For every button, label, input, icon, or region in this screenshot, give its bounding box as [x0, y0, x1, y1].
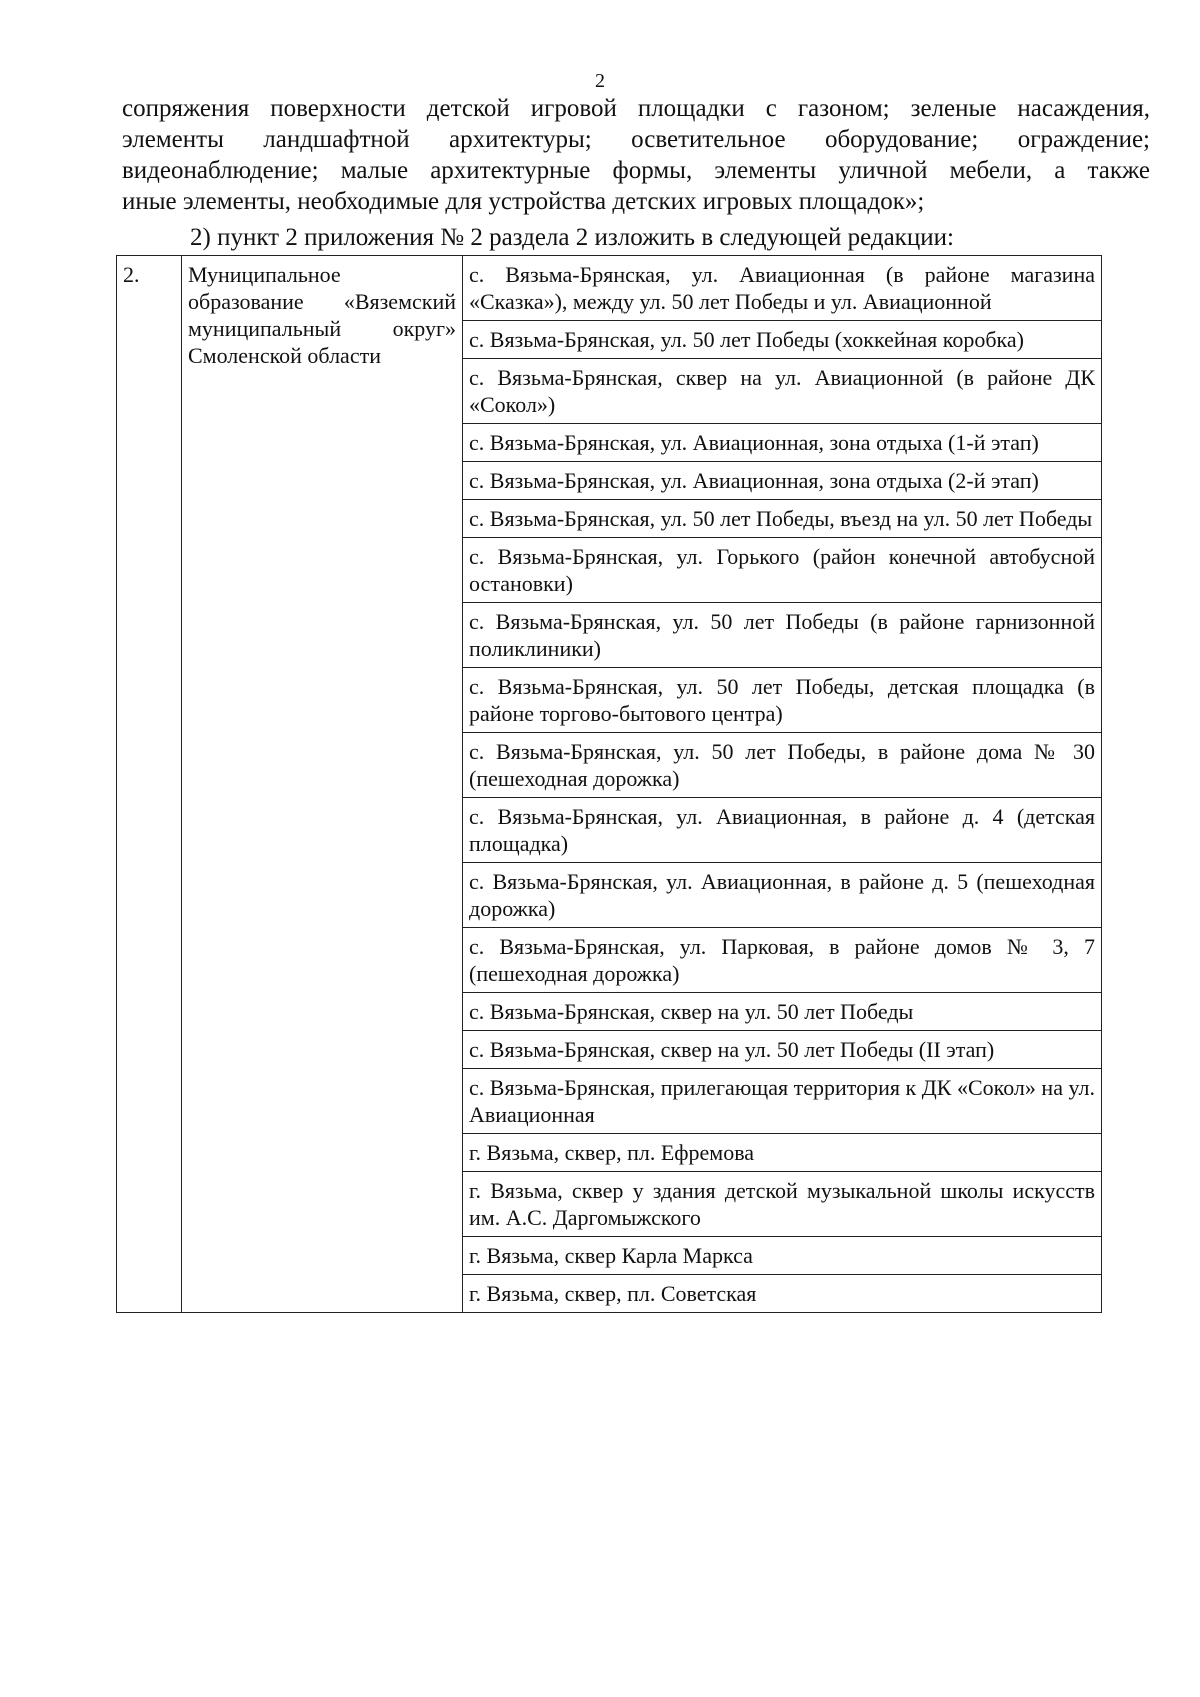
location-text: с. Вязьма-Брянская, сквер на ул. Авиационной (в районе ДК «Сокол») [469, 365, 1095, 417]
organization-cell [182, 256, 463, 1313]
location-text: с. Вязьма-Брянская, ул. 50 лет Победы, въезд на ул. 50 лет Победы [469, 506, 1093, 531]
location-text: г. Вязьма, сквер, пл. Ефремова [469, 1140, 755, 1165]
location-cell [463, 424, 1102, 462]
page-number: 2 [595, 70, 605, 92]
location-cell [463, 668, 1102, 733]
location-text: с. Вязьма-Брянская, ул. Парковая, в районе домов № 3, 7 (пешеходная дорожка) [469, 934, 1095, 986]
location-text: с. Вязьма-Брянская, ул. Авиационная, в районе д. 5 (пешеходная дорожка) [469, 869, 1095, 921]
item-number: 2. [117, 256, 182, 1313]
organization-line: Муниципальное [188, 262, 341, 287]
organization-line: образование «Вяземский [188, 289, 456, 314]
location-text: с. Вязьма-Брянская, ул. Авиационная, зона отдыха (1-й этап) [469, 430, 1039, 455]
location-cell [463, 863, 1102, 928]
location-cell [463, 1275, 1102, 1313]
table-row [117, 256, 1102, 321]
location-cell [463, 359, 1102, 424]
location-text: с. Вязьма-Брянская, ул. Горького (район конечной автобусной остановки) [469, 544, 1095, 596]
location-text: с. Вязьма-Брянская, ул. 50 лет Победы (в районе гарнизонной поликлиники) [469, 609, 1095, 661]
location-text: с. Вязьма-Брянская, сквер на ул. 50 лет Победы (II этап) [469, 1037, 995, 1062]
location-cell [463, 462, 1102, 500]
location-cell [463, 256, 1102, 321]
location-cell [463, 733, 1102, 798]
location-text: с. Вязьма-Брянская, ул. 50 лет Победы, детская площадка (в районе торгово-бытового центра) [469, 674, 1095, 726]
location-text: с. Вязьма-Брянская, ул. 50 лет Победы (хоккейная коробка) [469, 327, 1025, 352]
organization-line: муниципальный округ» [188, 316, 456, 341]
intro-line: видеонаблюдение; малые архитектурные формы, элементы уличной мебели, а также [122, 157, 1150, 184]
location-cell [463, 1069, 1102, 1134]
location-text: г. Вязьма, сквер, пл. Советская [469, 1281, 757, 1306]
location-cell [463, 603, 1102, 668]
location-text: с. Вязьма-Брянская, ул. Авиационная, зона отдыха (2-й этап) [469, 468, 1039, 493]
location-cell [463, 1237, 1102, 1275]
location-cell [463, 500, 1102, 538]
amendment-instruction: 2) пункт 2 приложения № 2 раздела 2 изложить в следующей редакции: [190, 224, 954, 251]
location-text: г. Вязьма, сквер у здания детской музыкальной школы искусств им. А.С. Даргомыжского [469, 1178, 1095, 1230]
location-cell [463, 798, 1102, 863]
location-text: с. Вязьма-Брянская, прилегающая территория к ДК «Сокол» на ул. Авиационная [469, 1075, 1095, 1127]
intro-paragraph [122, 93, 1150, 217]
location-text: с. Вязьма-Брянская, ул. Авиационная (в районе магазина «Сказка»), между ул. 50 лет Победы и ул. Авиационной [469, 262, 1095, 314]
location-cell [463, 928, 1102, 993]
organization-line: Смоленской области [188, 343, 381, 368]
intro-line: элементы ландшафтной архитектуры; осветительное оборудование; ограждение; [122, 126, 1150, 153]
location-text: с. Вязьма-Брянская, сквер на ул. 50 лет Победы [469, 999, 914, 1024]
location-cell [463, 993, 1102, 1031]
intro-line: сопряжения поверхности детской игровой площадки с газоном; зеленые насаждения, [122, 95, 1150, 122]
location-cell [463, 1134, 1102, 1172]
location-text: г. Вязьма, сквер Карла Маркса [469, 1243, 753, 1268]
location-text: с. Вязьма-Брянская, ул. 50 лет Победы, в районе дома № 30 (пешеходная дорожка) [469, 739, 1095, 791]
location-cell [463, 321, 1102, 359]
location-cell [463, 1031, 1102, 1069]
location-cell [463, 1172, 1102, 1237]
location-cell [463, 538, 1102, 603]
location-text: с. Вязьма-Брянская, ул. Авиационная, в районе д. 4 (детская площадка) [469, 804, 1095, 856]
locations-table [116, 255, 1102, 1313]
intro-line: иные элементы, необходимые для устройства детских игровых площадок»; [122, 188, 925, 215]
